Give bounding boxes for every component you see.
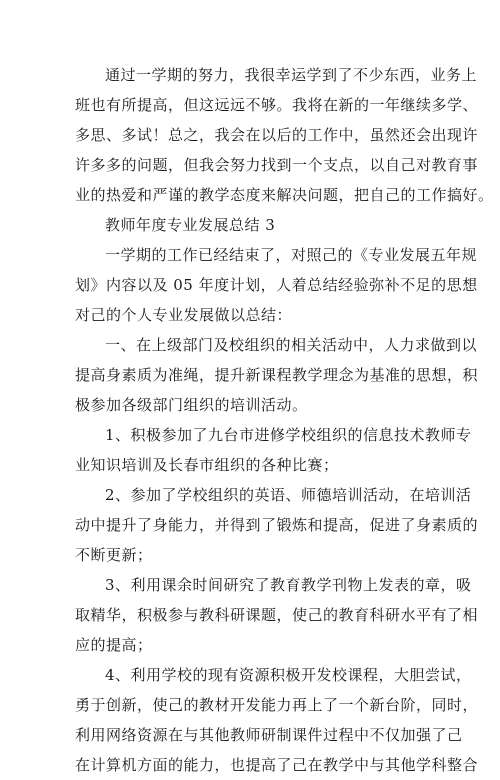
section-heading: 教师年度专业发展总结 3 bbox=[105, 216, 276, 234]
text-line: 勇于创新，使己的教材开发能力再上了一个新台阶，同时， bbox=[75, 696, 479, 714]
text-line: 班也有所提高，但这远远不够。我将在新的一年继续多学、 bbox=[75, 96, 479, 114]
text-line: 极参加各级部门组织的培训活动。 bbox=[75, 396, 308, 414]
list-item-3: 3、利用课余时间研究了教育教学刊物上发表的章，吸 bbox=[105, 576, 472, 594]
list-item-4: 4、利用学校的现有资源积极开发校课程，大胆尝试， bbox=[105, 666, 472, 684]
text-line: 一学期的工作已经结束了，对照己的《专业发展五年规 bbox=[105, 246, 478, 264]
text-line: 许多多的问题，但我会努力找到一个支点，以自己对教育事 bbox=[75, 156, 479, 174]
text-line: 多思、多试！总之，我会在以后的工作中，虽然还会出现许 bbox=[75, 126, 479, 144]
text-line: 不断更新； bbox=[75, 546, 153, 564]
text-line: 业知识培训及长春市组织的各种比赛； bbox=[75, 456, 339, 474]
text-line: 一、在上级部门及校组织的相关活动中，人力求做到以 bbox=[105, 336, 478, 354]
text-line: 对己的个人专业发展做以总结： bbox=[75, 306, 293, 324]
text-line: 提高身素质为准绳，提升新课程教学理念为基准的思想，积 bbox=[75, 366, 479, 384]
text-line: 通过一学期的努力，我很幸运学到了不少东西，业务上 bbox=[105, 66, 478, 84]
text-line: 在计算机方面的能力，也提高了己在教学中与其他学科整合 bbox=[75, 756, 479, 774]
list-item-1: 1、积极参加了九台市进修学校组织的信息技术教师专 bbox=[105, 426, 472, 444]
list-item-2: 2、参加了学校组织的英语、师德培训活动，在培训活 bbox=[105, 486, 472, 504]
text-line: 应的提高； bbox=[75, 636, 153, 654]
text-line: 划》内容以及 05 年度计划，人着总结经验弥补不足的思想 bbox=[75, 276, 478, 294]
text-line: 取精华，积极参与教科研课题，使己的教育科研水平有了相 bbox=[75, 606, 479, 624]
text-line: 业的热爱和严谨的教学态度来解决问题，把自己的工作搞好。 bbox=[75, 186, 494, 204]
text-line: 利用网络资源在与其他教师研制课件过程中不仅加强了己 bbox=[75, 726, 463, 744]
document-body bbox=[75, 60, 494, 780]
text-line: 动中提升了身能力，并得到了锻炼和提高，促进了身素质的 bbox=[75, 516, 479, 534]
